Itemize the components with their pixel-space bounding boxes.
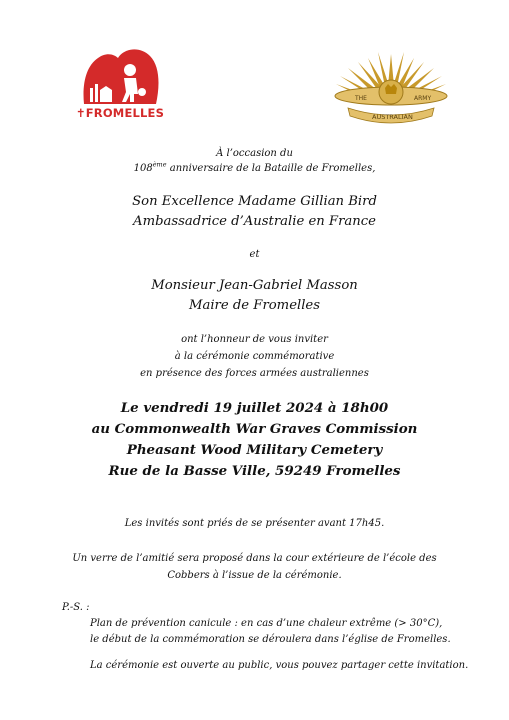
host2-title: Maire de Fromelles — [188, 298, 321, 313]
badge-banner-left-text: THE — [355, 95, 367, 102]
arrival-note: Les invités sont priés de se présenter avant 17h45. — [124, 518, 385, 529]
ps-label: P.-S. : — [62, 602, 90, 613]
host1-name: Son Excellence Madame Gillian Bird — [132, 194, 377, 209]
fromelles-logo — [72, 44, 168, 126]
invitation-line-3: en présence des forces armées australiennes — [140, 368, 369, 379]
invitation-line-2: à la cérémonie commémorative — [174, 351, 335, 362]
ps-line-1: Plan de prévention canicule : en cas d’une chaleur extrême (> 30°C), — [90, 618, 443, 629]
intro-line-2-rest: anniversaire de la Bataille de Fromelles, — [166, 163, 376, 174]
intro-line-1: À l’occasion du — [216, 148, 293, 159]
anniversary-ordinal-suffix: ème — [152, 160, 167, 169]
drink-note-line-1: Un verre de l’amitié sera proposé dans la cour extérieure de l’école des — [72, 553, 437, 564]
rising-sun-badge-icon — [328, 46, 454, 128]
event-venue-1: au Commonwealth War Graves Commission — [91, 421, 418, 437]
ps-line-2: le début de la commémoration se déroulera dans l’église de Fromelles. — [90, 634, 451, 645]
host1-title: Ambassadrice d’Australie en France — [133, 214, 376, 229]
australian-army-badge — [328, 46, 454, 128]
fromelles-logo-text: ✝FROMELLES — [75, 106, 165, 120]
event-address: Rue de la Basse Ville, 59249 Fromelles — [108, 463, 401, 479]
event-date: Le vendredi 19 juillet 2024 à 18h00 — [120, 400, 389, 416]
anniversary-number: 108 — [133, 163, 153, 174]
drink-note-line-2: Cobbers à l’issue de la cérémonie. — [167, 570, 342, 581]
intro-line-2 — [0, 160, 509, 174]
ps-line-3: La cérémonie est ouverte au public, vous pouvez partager cette invitation. — [90, 660, 469, 671]
invitation-line-1: ont l’honneur de vous inviter — [181, 334, 328, 345]
badge-scroll-text: AUSTRALIAN — [372, 113, 413, 121]
conjunction-et: et — [249, 249, 260, 260]
fromelles-emblem-icon — [80, 44, 160, 106]
host2-name: Monsieur Jean-Gabriel Masson — [151, 278, 358, 293]
badge-banner-right-text: ARMY — [414, 95, 432, 102]
event-venue-2: Pheasant Wood Military Cemetery — [126, 442, 383, 458]
fromelles-cross-icon: ✝ — [75, 106, 86, 120]
